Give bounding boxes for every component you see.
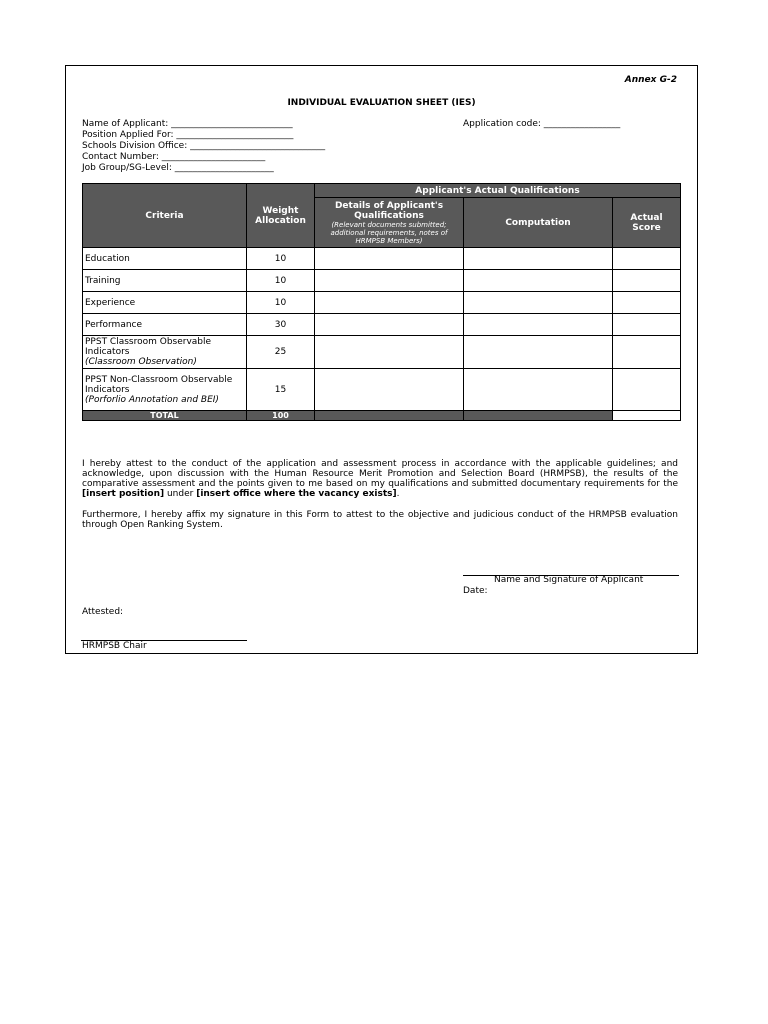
criteria-cell <box>83 336 247 369</box>
attestation-under: under <box>164 489 197 499</box>
details-cell[interactable] <box>315 369 464 411</box>
actual-score-cell[interactable] <box>613 270 681 292</box>
actual-score-cell[interactable] <box>613 248 681 270</box>
actual-score-cell[interactable] <box>613 336 681 369</box>
name-field[interactable]: Name of Applicant: ___________________________ <box>82 119 293 129</box>
applicant-signature-caption: Name and Signature of Applicant <box>494 575 644 585</box>
total-score-cell[interactable] <box>613 411 681 421</box>
total-weight: 100 <box>247 411 315 421</box>
attestation-text: I hereby attest to the conduct of the application and assessment process in accordance with the applicable guidelines; and acknowledge, upon discussion with the Human Resource Merit Promotion and Selection Board (HRMPSB), the results of the comparative assessment and the points given to me based on my qualifications and submitted documentary requirements for the <box>82 459 678 489</box>
actual-score-cell[interactable] <box>613 369 681 411</box>
details-cell[interactable] <box>315 270 464 292</box>
details-header <box>315 198 464 248</box>
criteria-cell: Experience <box>83 292 247 314</box>
details-cell[interactable] <box>315 336 464 369</box>
table-row <box>83 369 681 411</box>
job-group-field[interactable]: Job Group/SG-Level: ______________________ <box>82 163 274 173</box>
criteria-cell: Education <box>83 248 247 270</box>
actual-score-cell[interactable] <box>613 292 681 314</box>
computation-cell[interactable] <box>464 314 613 336</box>
total-details-cell <box>315 411 464 421</box>
details-header-note: (Relevant documents submitted; additional requirements, notes of HRMPSB Members) <box>330 220 448 245</box>
weight-cell: 10 <box>247 292 315 314</box>
computation-cell[interactable] <box>464 270 613 292</box>
computation-cell[interactable] <box>464 292 613 314</box>
details-cell[interactable] <box>315 248 464 270</box>
attestation-paragraph <box>82 459 678 499</box>
date-label: Date: <box>463 586 488 596</box>
details-header-label: Details of Applicant's Qualifications <box>334 200 444 221</box>
criteria-label: PPST Classroom Observable Indicators <box>85 337 212 357</box>
weight-cell: 30 <box>247 314 315 336</box>
details-cell[interactable] <box>315 292 464 314</box>
criteria-header: Criteria <box>83 184 247 248</box>
weight-cell: 15 <box>247 369 315 411</box>
weight-cell: 25 <box>247 336 315 369</box>
weight-header: Weight Allocation <box>247 184 315 248</box>
computation-cell[interactable] <box>464 336 613 369</box>
computation-header: Computation <box>464 198 613 248</box>
criteria-cell <box>83 369 247 411</box>
application-code-field[interactable]: Application code: _________________ <box>463 119 621 129</box>
sdo-field[interactable]: Schools Division Office: ______________________________ <box>82 141 326 151</box>
actual-score-cell[interactable] <box>613 314 681 336</box>
criteria-label: PPST Non-Classroom Observable Indicators <box>85 374 233 395</box>
contact-field[interactable]: Contact Number: _______________________ <box>82 152 266 162</box>
criteria-note: (Classroom Observation) <box>85 357 197 367</box>
evaluation-sheet <box>65 65 698 654</box>
sheet-title: INDIVIDUAL EVALUATION SHEET (IES) <box>287 98 476 108</box>
criteria-cell: Performance <box>83 314 247 336</box>
table-row <box>83 270 681 292</box>
weight-cell: 10 <box>247 248 315 270</box>
table-row <box>83 248 681 270</box>
computation-cell[interactable] <box>464 369 613 411</box>
criteria-note: (Porforlio Annotation and BEI) <box>85 394 219 405</box>
position-field[interactable]: Position Applied For: __________________________ <box>82 130 294 140</box>
total-row <box>83 411 681 421</box>
furthermore-paragraph: Furthermore, I hereby affix my signature in this Form to attest to the objective and judicious conduct of the HRMPSB evaluation through Open Ranking System. <box>82 510 678 530</box>
insert-position-placeholder: [insert position] <box>82 489 165 499</box>
attestation-period: . <box>396 489 400 499</box>
table-row <box>83 314 681 336</box>
criteria-cell: Training <box>83 270 247 292</box>
table-row <box>83 336 681 369</box>
computation-cell[interactable] <box>464 248 613 270</box>
evaluation-table <box>82 183 681 421</box>
total-label: TOTAL <box>83 411 247 421</box>
attested-label: Attested: <box>82 607 124 617</box>
weight-cell: 10 <box>247 270 315 292</box>
qualifications-group-header: Applicant's Actual Qualifications <box>315 184 681 198</box>
table-row <box>83 292 681 314</box>
applicant-fields <box>82 119 325 174</box>
insert-office-placeholder: [insert office where the vacancy exists] <box>196 489 397 499</box>
actual-score-header: Actual Score <box>613 198 681 248</box>
total-computation-cell <box>464 411 613 421</box>
details-cell[interactable] <box>315 314 464 336</box>
annex-label: Annex G-2 <box>624 75 677 85</box>
chair-label: HRMPSB Chair <box>82 641 147 651</box>
